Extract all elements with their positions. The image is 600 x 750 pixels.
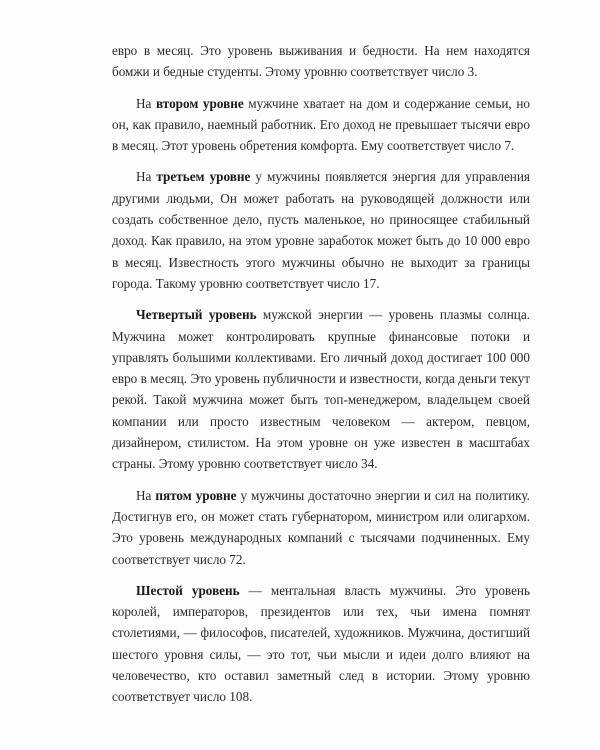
paragraph-level-3	[112, 166, 530, 294]
level-heading: третьем уровне	[156, 169, 251, 185]
paragraph-text: мужчине хватает на дом и содержание семьи, но он, как правило, наемный работник. Его доход не превышает тысячи евро в месяц. Этот уровень обретения комфорта. Ему соответствует число 7.	[112, 95, 530, 154]
paragraph-level-4	[112, 304, 530, 474]
level-heading: Шестой уровень	[136, 582, 240, 598]
paragraph-text: у мужчины появляется энергия для управления другими людьми, Он может работать на руководящей должности или создать собственное дело, пусть маленькое, но приносящее стабильный доход. Как правило, на этом уровне заработок может быть до 10 000 евро в месяц. Известность этого мужчины обычно не выходит за границы города. Такому уровню соответствует число 17.	[112, 169, 530, 291]
paragraph-text: у мужчины достаточно энергии и сил на политику. Достигнув его, он может стать губернатором, министром или олигархом. Это уровень международных компаний с тысячами подчиненных. Ему соответствует число 72.	[112, 487, 530, 567]
level-heading: пятом уровне	[155, 487, 237, 503]
paragraph-text: мужской энергии — уровень плазмы солнца. Мужчина может контролировать крупные финансовые потоки и управлять большими коллективами. Его личный доход достигает 100 000 евро в месяц. Это уровень публичности и известности, когда деньги текут рекой. Такой мужчина может быть топ-менеджером, владельцем своей компании или просто известным человеком — актером, певцом, дизайнером, стилистом. На этом уровне он уже известен в масштабах страны. Этому уровню соответствует число 34.	[112, 307, 530, 472]
paragraph-level-5	[112, 485, 530, 570]
document-body	[112, 40, 530, 718]
paragraph-intro	[112, 40, 530, 83]
paragraph-lead: На	[136, 487, 156, 503]
paragraph-lead: На	[136, 95, 156, 111]
level-heading: Четвертый уровень	[136, 307, 257, 323]
paragraph-text: евро в месяц. Это уровень выживания и бедности. На нем находятся бомжи и бедные студенты. Этому уровню соответствует число 3.	[112, 43, 530, 80]
paragraph-lead: На	[136, 169, 157, 185]
paragraph-level-6	[112, 580, 530, 708]
level-heading: втором уровне	[155, 95, 244, 111]
paragraph-text: — ментальная власть мужчины. Это уровень королей, императоров, президентов или тех, чьи имена помнят столетиями, — философов, писателей, художников. Мужчина, достигший шестого уровня силы, — это тот, чьи мысли и идеи долго влияют на человечество, кто оставил заметный след в истории. Этому уровню соответствует число 108.	[112, 582, 530, 705]
paragraph-level-2	[112, 93, 530, 157]
